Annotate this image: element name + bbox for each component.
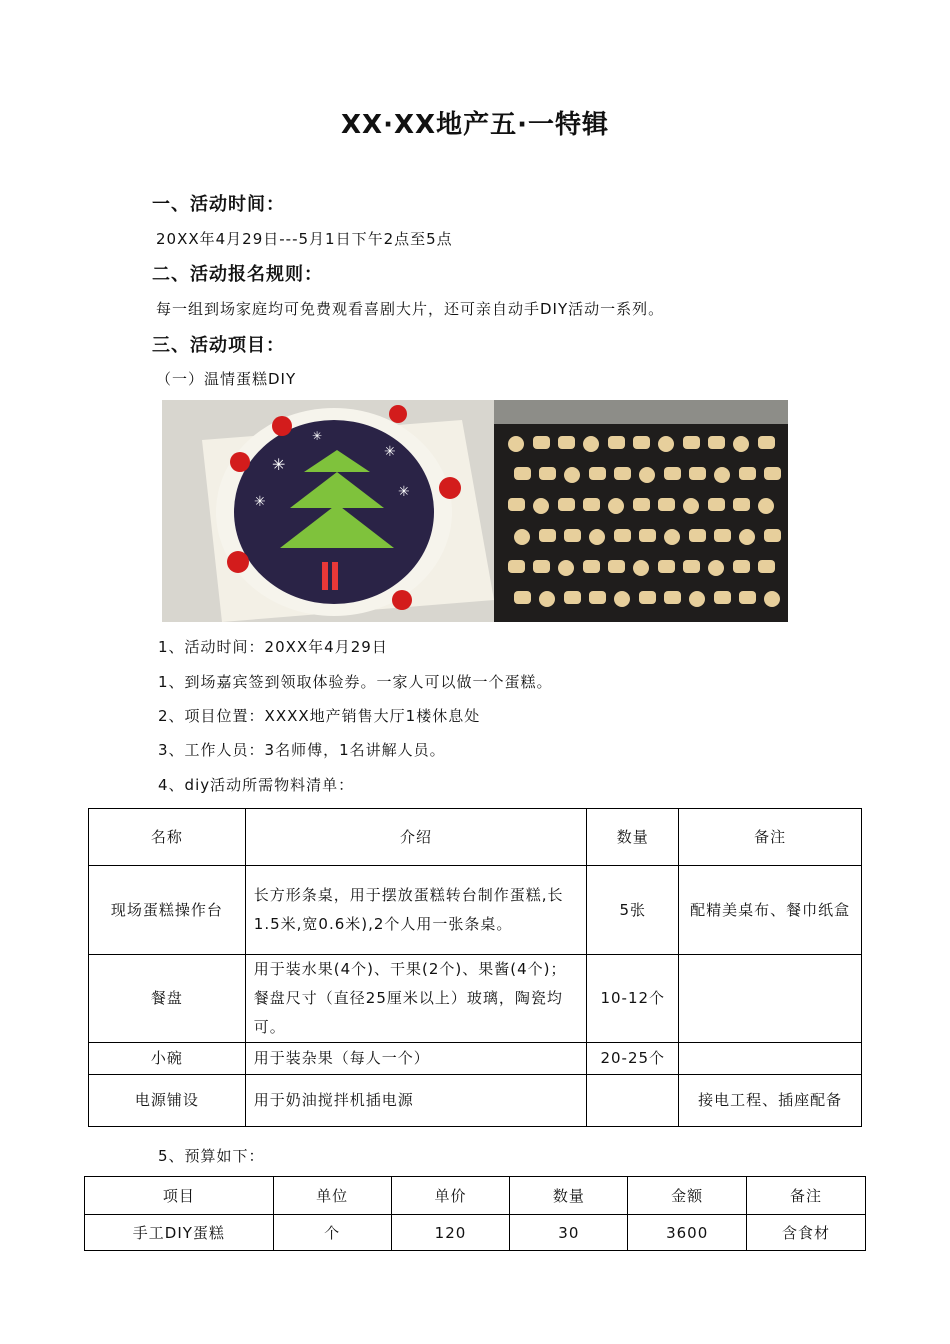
cookie-shape xyxy=(714,467,730,483)
cookie-shape xyxy=(664,529,680,545)
cookie-shape xyxy=(658,436,674,452)
cookie-shape xyxy=(533,436,550,449)
table-cell: 接电工程、插座配备 xyxy=(679,1075,862,1127)
table-cell: 30 xyxy=(510,1215,628,1251)
cookie-shape xyxy=(714,591,731,604)
table-header-cell: 数量 xyxy=(510,1177,628,1215)
cookie-shape xyxy=(564,591,581,604)
table-cell: 餐盘 xyxy=(89,955,246,1043)
cookie-shape xyxy=(758,436,775,449)
cookie-shape xyxy=(514,467,531,480)
cookie-shape xyxy=(564,467,580,483)
svg-text:✳: ✳ xyxy=(272,455,286,474)
subsection-heading-cake: （一）温情蛋糕DIY xyxy=(156,370,297,388)
cookie-shape xyxy=(514,529,530,545)
svg-text:✳: ✳ xyxy=(384,444,396,460)
table-row xyxy=(89,1075,862,1127)
cookie-shape xyxy=(708,498,725,511)
cookie-shape xyxy=(514,591,531,604)
table-cell: 电源铺设 xyxy=(89,1075,246,1127)
cookie-shape xyxy=(608,560,625,573)
table-header-row xyxy=(85,1177,866,1215)
table-row xyxy=(89,1043,862,1075)
cookie-shape xyxy=(758,498,774,514)
table-cell: 小碗 xyxy=(89,1043,246,1075)
table-cell xyxy=(587,1075,679,1127)
table-cell: 20-25个 xyxy=(587,1043,679,1075)
table-header-cell: 单位 xyxy=(273,1177,391,1215)
page-title: XX·XX地产五·一特辑 xyxy=(341,110,609,140)
cookie-shape xyxy=(689,591,705,607)
item-location: 2、项目位置：XXXX地产销售大厅1楼休息处 xyxy=(158,707,481,725)
cookie-shape xyxy=(583,560,600,573)
cookie-shape xyxy=(539,529,556,542)
section-heading-rules: 二、活动报名规则： xyxy=(152,264,323,285)
item-materials-label: 4、diy活动所需物料清单： xyxy=(158,776,355,794)
table-row xyxy=(85,1215,866,1251)
table-header-row xyxy=(89,809,862,866)
table-header-cell: 单价 xyxy=(391,1177,510,1215)
svg-text:✳: ✳ xyxy=(312,429,323,443)
cookie-shape xyxy=(564,529,581,542)
cookie-shape xyxy=(739,529,755,545)
table-cell: 长方形条桌，用于摆放蛋糕转台制作蛋糕,长1.5米,宽0.6米),2个人用一张条桌。 xyxy=(245,866,587,955)
cookie-shape xyxy=(508,560,525,573)
table-header-cell: 金额 xyxy=(628,1177,747,1215)
cookie-shape xyxy=(639,591,656,604)
cookie-shape xyxy=(708,560,724,576)
table-cell: 3600 xyxy=(628,1215,747,1251)
cookie-shape xyxy=(583,498,600,511)
cookie-shape xyxy=(683,436,700,449)
cookie-shape xyxy=(508,436,524,452)
table-cell: 用于装水果(4个)、干果(2个)、果酱(4个)；餐盘尺寸（直径25厘米以上）玻璃，陶瓷均可。 xyxy=(245,955,587,1043)
svg-text:✳: ✳ xyxy=(254,494,266,510)
cookie-shape xyxy=(714,529,731,542)
cookie-shape xyxy=(689,529,706,542)
section-body-time: 20XX年4月29日---5月1日下午2点至5点 xyxy=(156,230,453,248)
cookie-shape xyxy=(583,436,599,452)
table-cell: 120 xyxy=(391,1215,510,1251)
cookie-shape xyxy=(733,436,749,452)
cookie-shape xyxy=(658,560,675,573)
cookie-shape xyxy=(614,591,630,607)
materials-table xyxy=(88,808,862,1127)
table-cell: 含食材 xyxy=(747,1215,866,1251)
cookie-shape xyxy=(633,436,650,449)
cookie-shape xyxy=(689,467,706,480)
cake-photo xyxy=(162,400,494,622)
svg-text:✳: ✳ xyxy=(398,484,410,500)
table-row xyxy=(89,866,862,955)
table-cell: 个 xyxy=(273,1215,391,1251)
cookie-shape xyxy=(664,467,681,480)
section-body-rules: 每一组到场家庭均可免费观看喜剧大片，还可亲自动手DIY活动一系列。 xyxy=(156,300,665,318)
item-signin: 1、到场嘉宾签到领取体验券。一家人可以做一个蛋糕。 xyxy=(158,673,553,691)
cookie-shape xyxy=(739,591,756,604)
cookie-tray-photo xyxy=(494,400,788,622)
cookie-shape xyxy=(639,467,655,483)
section-heading-time: 一、活动时间： xyxy=(152,194,285,215)
table-cell: 配精美桌布、餐巾纸盒 xyxy=(679,866,862,955)
cookie-shape xyxy=(558,560,574,576)
cookie-shape xyxy=(633,498,650,511)
table-header-cell: 介绍 xyxy=(245,809,587,866)
cookie-shape xyxy=(764,591,780,607)
cookie-shape xyxy=(589,529,605,545)
cookie-shape xyxy=(533,498,549,514)
budget-label: 5、预算如下： xyxy=(158,1147,265,1165)
table-cell xyxy=(679,955,862,1043)
table-cell: 5张 xyxy=(587,866,679,955)
table-cell: 用于装杂果（每人一个） xyxy=(245,1043,587,1075)
cookie-shape xyxy=(733,498,750,511)
table-header-cell: 备注 xyxy=(679,809,862,866)
table-header-cell: 数量 xyxy=(587,809,679,866)
cookie-shape xyxy=(764,467,781,480)
item-activity-time: 1、活动时间：20XX年4月29日 xyxy=(158,638,388,656)
cookie-shape xyxy=(539,467,556,480)
table-header-cell: 备注 xyxy=(747,1177,866,1215)
cookie-shape xyxy=(558,498,575,511)
cookie-shape xyxy=(683,560,700,573)
item-staff: 3、工作人员：3名师傅，1名讲解人员。 xyxy=(158,741,446,759)
cookie-shape xyxy=(664,591,681,604)
activity-photos xyxy=(162,400,788,622)
table-cell: 用于奶油搅拌机插电源 xyxy=(245,1075,587,1127)
cookie-shape xyxy=(589,591,606,604)
cookie-shape xyxy=(683,498,699,514)
cookie-shape xyxy=(558,436,575,449)
table-cell: 10-12个 xyxy=(587,955,679,1043)
table-cell xyxy=(679,1043,862,1075)
cookie-shape xyxy=(708,436,725,449)
cookie-shape xyxy=(508,498,525,511)
table-header-cell: 名称 xyxy=(89,809,246,866)
cookie-shape xyxy=(608,498,624,514)
cookie-shape xyxy=(608,436,625,449)
section-heading-projects: 三、活动项目： xyxy=(152,335,285,356)
budget-table xyxy=(84,1176,866,1251)
cookie-shape xyxy=(589,467,606,480)
cookie-shape xyxy=(733,560,750,573)
cookie-shape xyxy=(633,560,649,576)
cookie-shape xyxy=(658,498,675,511)
cookie-shape xyxy=(758,560,775,573)
table-cell: 现场蛋糕操作台 xyxy=(89,866,246,955)
cookie-shape xyxy=(614,529,631,542)
table-header-cell: 项目 xyxy=(85,1177,274,1215)
table-cell: 手工DIY蛋糕 xyxy=(85,1215,274,1251)
cookie-shape xyxy=(739,467,756,480)
cookie-shape xyxy=(539,591,555,607)
cookie-shape xyxy=(614,467,631,480)
cookie-shape xyxy=(533,560,550,573)
table-row xyxy=(89,955,862,1043)
cookie-shape xyxy=(639,529,656,542)
cookie-shape xyxy=(764,529,781,542)
